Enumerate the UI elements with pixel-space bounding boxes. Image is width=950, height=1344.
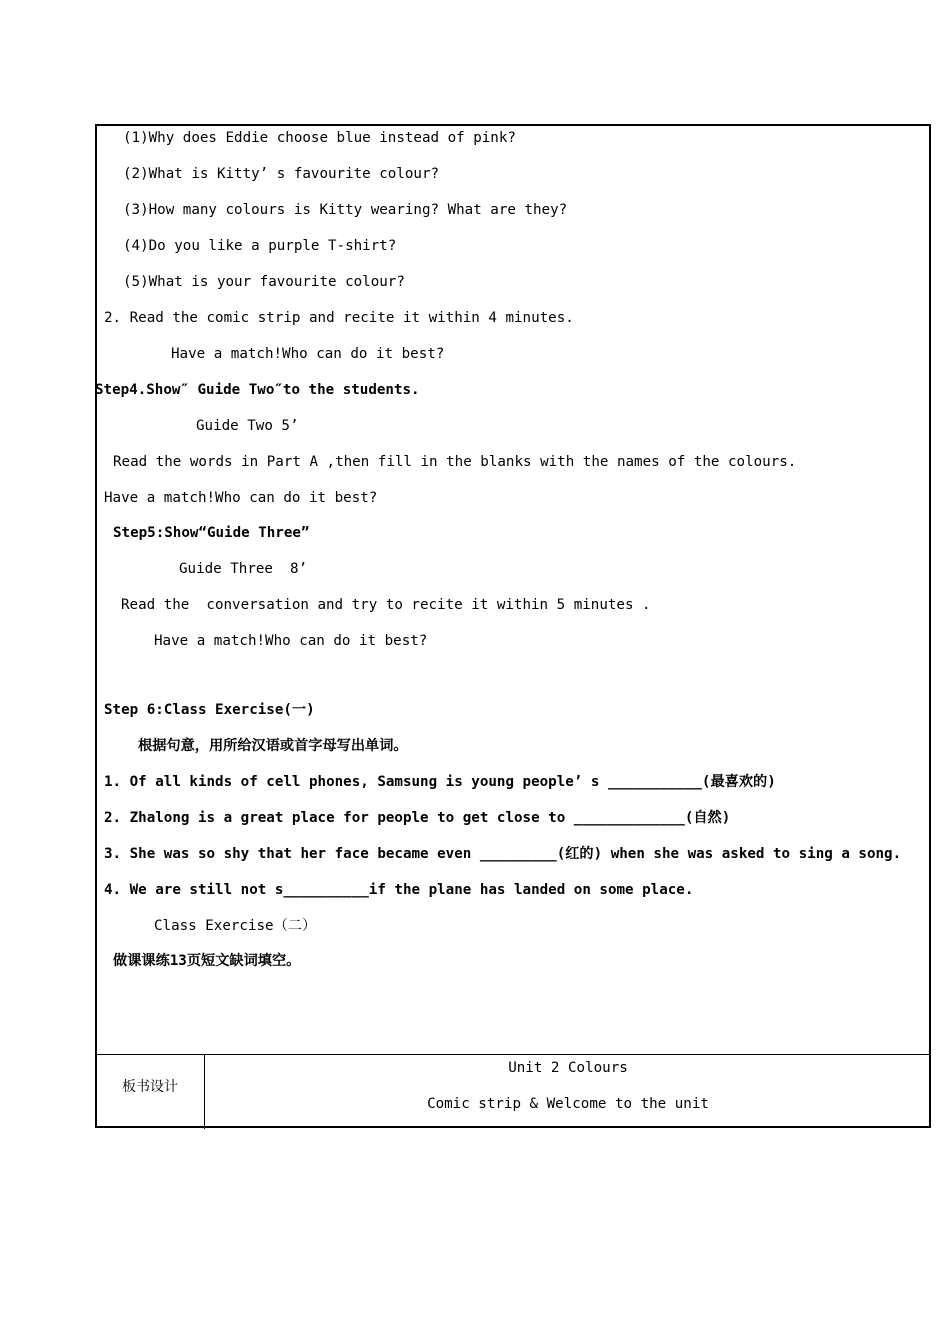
guide-three-label: Guide Three 8’ <box>179 561 308 577</box>
question-4: (4)Do you like a purple T-shirt? <box>123 238 397 254</box>
board-design-label: 板书设计 <box>122 1079 178 1095</box>
step6-heading: Step 6:Class Exercise(一) <box>104 702 315 718</box>
question-3: (3)How many colours is Kitty wearing? What are they? <box>123 202 568 218</box>
board-design-title: Unit 2 Colours <box>508 1060 628 1076</box>
exercise-4: 4. We are still not s__________if the plane has landed on some place. <box>104 882 694 898</box>
exercise-instruction: 根据句意，用所给汉语或首字母写出单词。 <box>138 738 408 754</box>
step4-heading: Step4.Show″ Guide Two″to the students. <box>95 382 420 398</box>
question-2: (2)What is Kitty’ s favourite colour? <box>123 166 440 182</box>
board-design-subtitle: Comic strip & Welcome to the unit <box>427 1096 709 1112</box>
read-conversation-instruction: Read the conversation and try to recite it within 5 minutes . <box>121 597 651 613</box>
exercise-2: 2. Zhalong is a great place for people to get close to _____________(自然) <box>104 810 731 826</box>
match-line-3: Have a match!Who can do it best? <box>154 633 428 649</box>
step5-heading: Step5:Show“Guide Three” <box>113 525 310 541</box>
question-5: (5)What is your favourite colour? <box>123 274 405 290</box>
homework-instruction: 做课课练13页短文缺词填空。 <box>113 953 301 969</box>
exercise-1: 1. Of all kinds of cell phones, Samsung is young people’ s ___________(最喜欢的) <box>104 774 776 790</box>
question-1: (1)Why does Eddie choose blue instead of pink? <box>123 130 516 146</box>
match-line-2: Have a match!Who can do it best? <box>104 490 378 506</box>
guide-two-label: Guide Two 5’ <box>196 418 299 434</box>
read-comic-instruction: 2. Read the comic strip and recite it within 4 minutes. <box>104 310 574 326</box>
match-line-1: Have a match!Who can do it best? <box>171 346 445 362</box>
class-exercise-two-label: Class Exercise（二） <box>154 918 317 934</box>
exercise-3: 3. She was so shy that her face became even _________(红的) when she was asked to sing a song. <box>104 846 902 862</box>
read-words-instruction: Read the words in Part A ,then fill in the blanks with the names of the colours. <box>113 454 797 470</box>
